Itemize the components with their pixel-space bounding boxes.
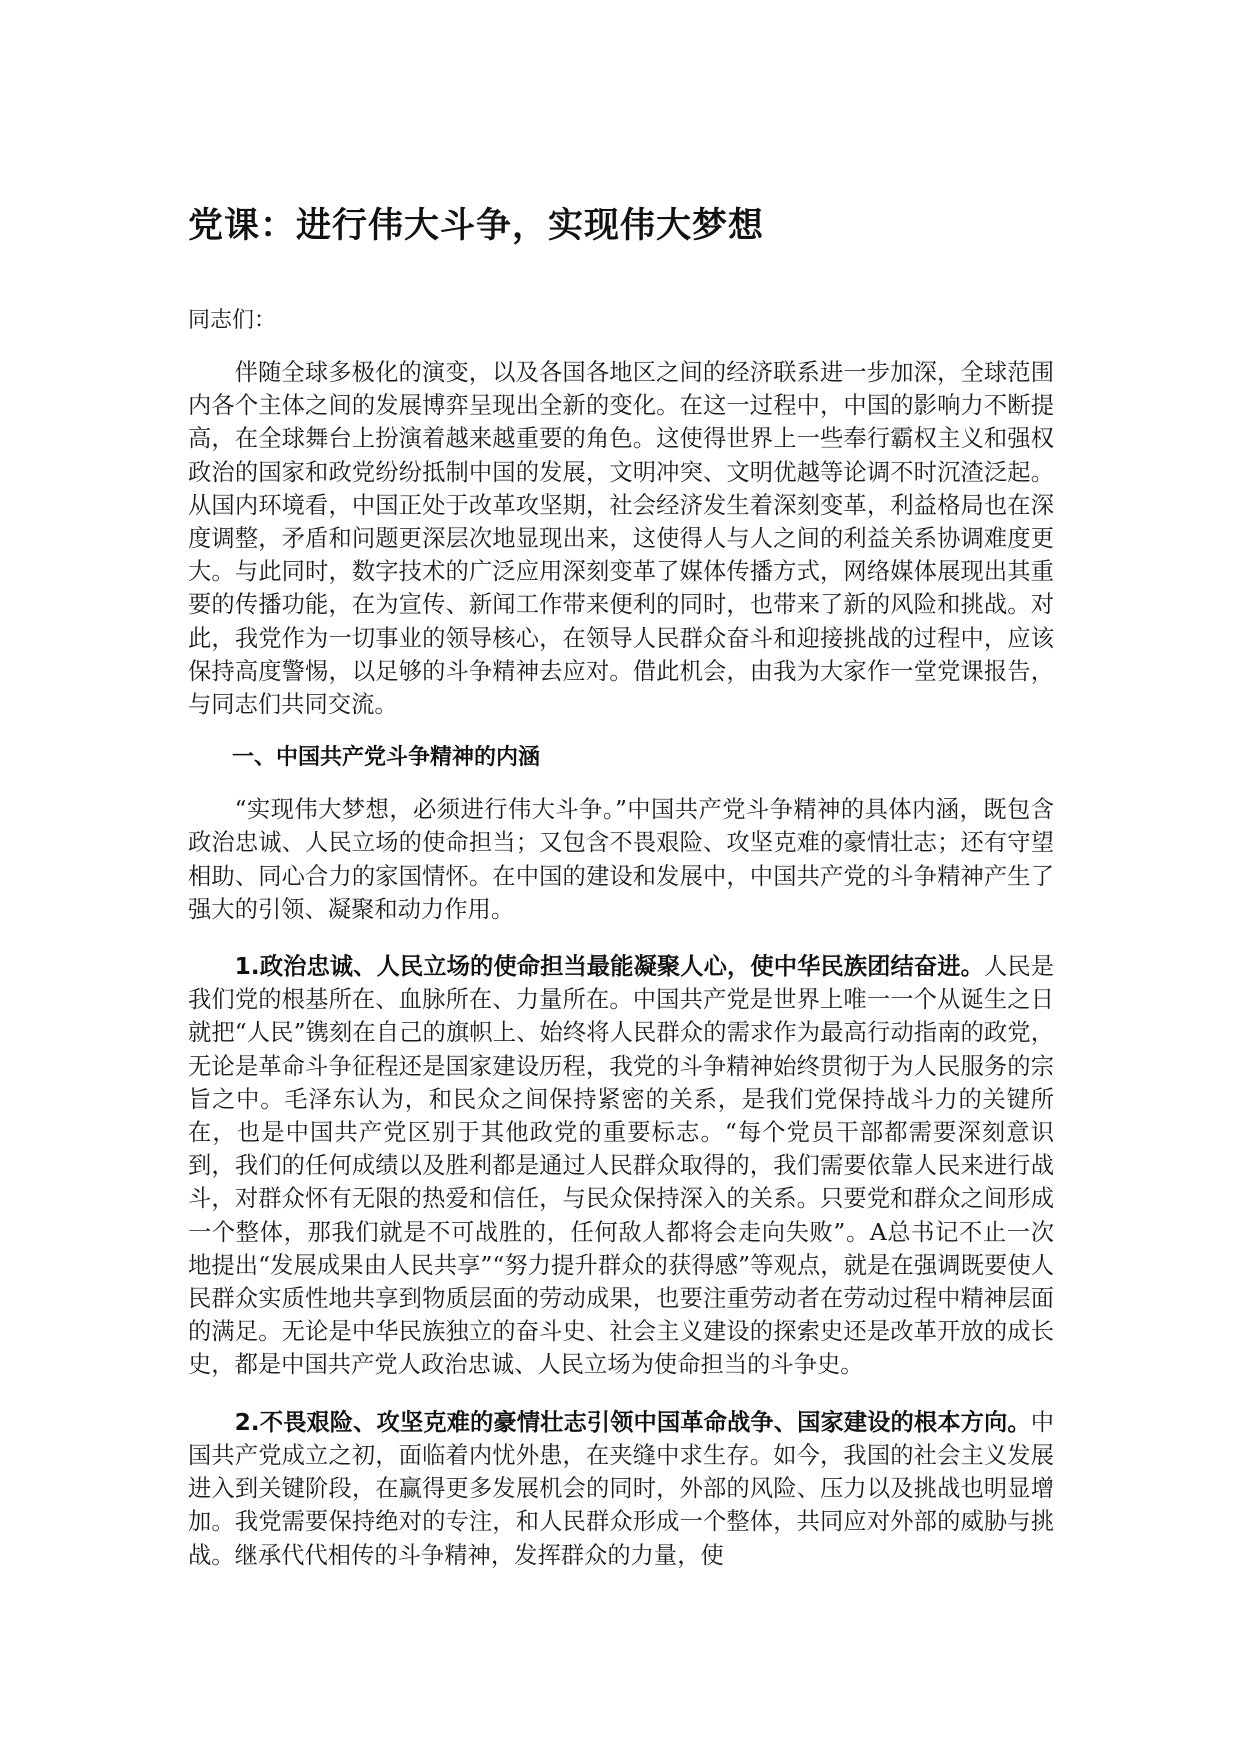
- item-2-body: 中国共产党成立之初，面临着内忧外患，在夹缝中求生存。如今，我国的社会主义发展进入到关键阶段，在赢得更多发展机会的同时，外部的风险、压力以及挑战也明显增加。我党需要保持绝对的专注，和人民群众形成一个整体，共同应对外部的威胁与挑战。继承代代相传的斗争精神，发挥群众的力量，使: [188, 1408, 1054, 1569]
- intro-paragraph: 伴随全球多极化的演变，以及各国各地区之间的经济联系进一步加深，全球范围内各个主体之间的发展博弈呈现出全新的变化。在这一过程中，中国的影响力不断提高，在全球舞台上扮演着越来越重要的角色。这使得世界上一些奉行霸权主义和强权政治的国家和政党纷纷抵制中国的发展，文明冲突、文明优越等论调不时沉渣泛起。从国内环境看，中国正处于改革攻坚期，社会经济发生着深刻变革，利益格局也在深度调整，矛盾和问题更深层次地显现出来，这使得人与人之间的利益关系协调难度更大。与此同时，数字技术的广泛应用深刻变革了媒体传播方式，网络媒体展现出其重要的传播功能，在为宣传、新闻工作带来便利的同时，也带来了新的风险和挑战。对此，我党作为一切事业的领导核心，在领导人民群众奋斗和迎接挑战的过程中，应该保持高度警惕，以足够的斗争精神去应对。借此机会，由我为大家作一堂党课报告，与同志们共同交流。: [188, 359, 1054, 719]
- document-body: [188, 196, 1054, 1572]
- item-1-paragraph: [188, 950, 1054, 1382]
- item-1-lead: 1.政治忠诚、人民立场的使命担当最能凝聚人心，使中华民族团结奋进。: [234, 953, 984, 981]
- greeting-line: 同志们：: [188, 308, 277, 333]
- document-title: 党课：进行伟大斗争，实现伟大梦想: [188, 206, 765, 246]
- item-2-lead: 2.不畏艰险、攻坚克难的豪情壮志引领中国革命战争、国家建设的根本方向。: [234, 1408, 1031, 1436]
- item-2-paragraph: [188, 1406, 1054, 1572]
- section-1-paragraph: “实现伟大梦想，必须进行伟大斗争。”中国共产党斗争精神的具体内涵，既包含政治忠诚、人民立场的使命担当；又包含不畏艰险、攻坚克难的豪情壮志；还有守望相助、同心合力的家国情怀。在中国的建设和发展中，中国共产党的斗争精神产生了强大的引领、凝聚和动力作用。: [188, 796, 1054, 923]
- item-1-body: 人民是我们党的根基所在、血脉所在、力量所在。中国共产党是世界上唯一一个从诞生之日就把“人民”镌刻在自己的旗帜上、始终将人民群众的需求作为最高行动指南的政党，无论是革命斗争征程还是国家建设历程，我党的斗争精神始终贯彻于为人民服务的宗旨之中。毛泽东认为，和民众之间保持紧密的关系，是我们党保持战斗力的关键所在，也是中国共产党区别于其他政党的重要标志。“每个党员干部都需要深刻意识到，我们的任何成绩以及胜利都是通过人民群众取得的，我们需要依靠人民来进行战斗，对群众怀有无限的热爱和信任，与民众保持深入的关系。只要党和群众之间形成一个整体，那我们就是不可战胜的，任何敌人都将会走向失败”。A总书记不止一次地提出“发展成果由人民共享”“努力提升群众的获得感”等观点，就是在强调既要使人民群众实质性地共享到物质层面的劳动成果，也要注重劳动者在劳动过程中精神层面的满足。无论是中华民族独立的奋斗史、社会主义建设的探索史还是改革开放的成长史，都是中国共产党人政治忠诚、人民立场为使命担当的斗争史。: [188, 953, 1055, 1379]
- section-heading-1: 一、中国共产党斗争精神的内涵: [232, 745, 541, 771]
